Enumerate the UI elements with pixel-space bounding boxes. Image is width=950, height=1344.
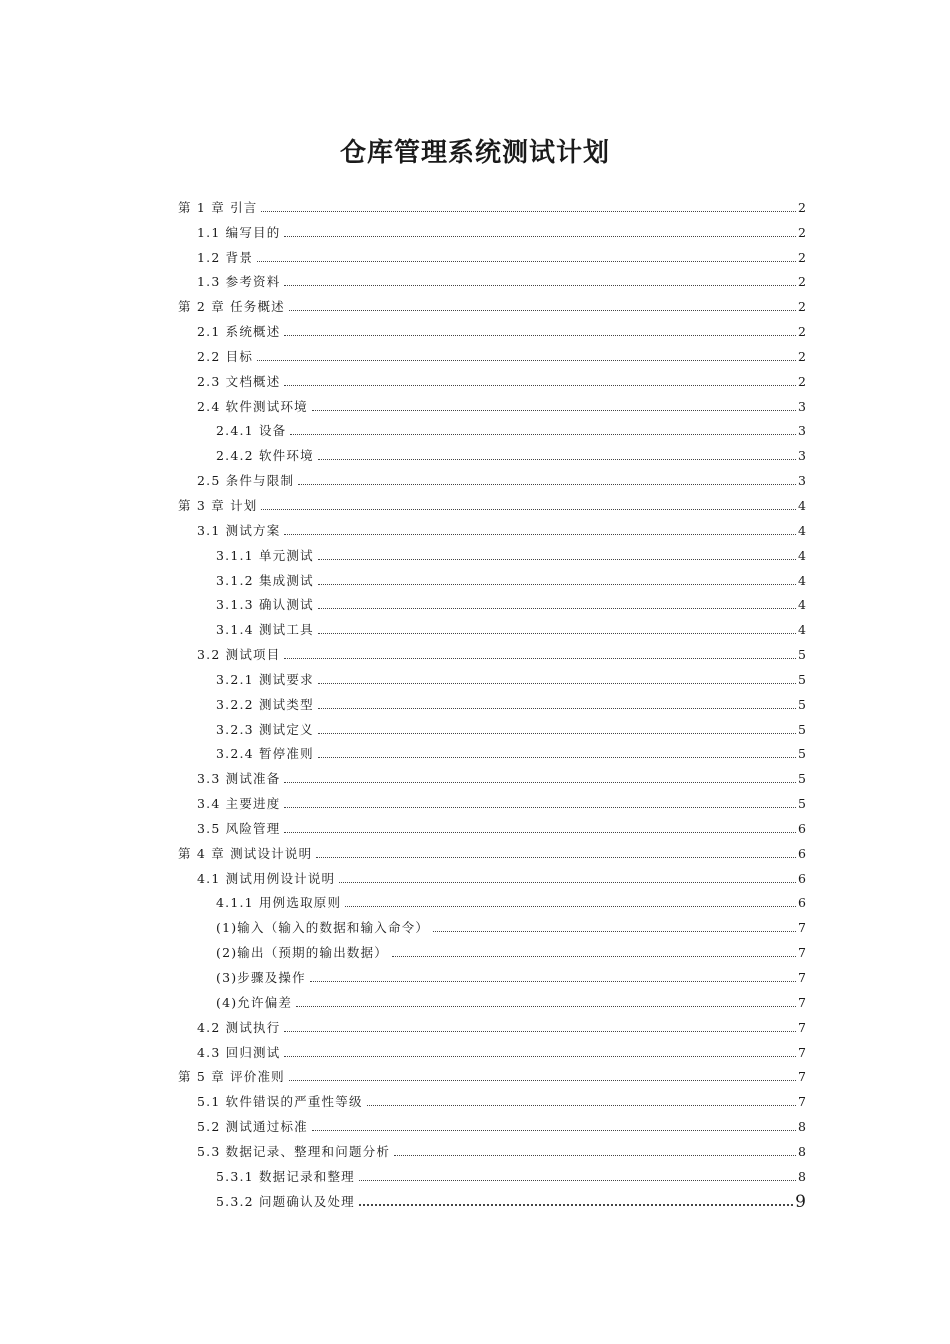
toc-entry[interactable]	[178, 366, 806, 391]
toc-entry-page-number: 3	[798, 423, 806, 439]
toc-entry-label: 2.1 系统概述	[197, 324, 281, 340]
toc-dot-leader	[318, 633, 796, 634]
toc-dot-leader	[318, 608, 796, 609]
toc-dot-leader	[318, 733, 796, 734]
toc-entry[interactable]	[178, 267, 806, 292]
toc-entry-label: 2.3 文档概述	[197, 373, 281, 389]
toc-entry-page-number: 2	[798, 224, 806, 240]
toc-entry-label: 5.1 软件错误的严重性等级	[197, 1094, 363, 1110]
toc-entry[interactable]	[178, 1012, 806, 1037]
toc-entry[interactable]	[178, 391, 806, 416]
toc-dot-leader	[284, 782, 796, 783]
toc-dot-leader	[316, 857, 796, 858]
toc-dot-leader	[261, 509, 796, 510]
toc-entry-label: 2.5 条件与限制	[197, 473, 295, 489]
toc-entry[interactable]	[178, 490, 806, 515]
toc-dot-leader	[284, 1031, 796, 1032]
toc-dot-leader	[339, 882, 796, 883]
toc-entry[interactable]	[178, 540, 806, 565]
toc-entry[interactable]	[178, 763, 806, 788]
toc-dot-leader	[312, 410, 796, 411]
toc-dot-leader	[298, 484, 796, 485]
toc-entry-label: 3.1.3 确认测试	[216, 597, 314, 613]
toc-entry-label: 3.1.4 测试工具	[216, 622, 314, 638]
toc-entry-label: 2.4 软件测试环境	[197, 398, 308, 414]
toc-entry[interactable]	[178, 863, 806, 888]
toc-entry-page-number: 8	[798, 1119, 806, 1135]
toc-entry-page-number: 4	[798, 572, 806, 588]
toc-entry[interactable]	[178, 739, 806, 764]
toc-entry[interactable]	[178, 1186, 806, 1211]
toc-entry[interactable]	[178, 813, 806, 838]
toc-entry-page-number: 5	[798, 796, 806, 812]
toc-entry[interactable]	[178, 1086, 806, 1111]
toc-entry-label: 3.2.3 测试定义	[216, 721, 314, 737]
toc-entry-page-number: 4	[798, 522, 806, 538]
toc-dot-leader	[318, 757, 796, 758]
toc-entry-page-number: 2	[798, 249, 806, 265]
toc-entry-page-number: 7	[798, 1019, 806, 1035]
toc-entry-page-number: 3	[798, 473, 806, 489]
toc-entry-page-number: 8	[798, 1168, 806, 1184]
toc-entry-page-number: 2	[798, 199, 806, 215]
toc-entry[interactable]	[178, 962, 806, 987]
toc-dot-leader	[261, 211, 796, 212]
toc-entry-page-number: 6	[798, 870, 806, 886]
toc-dot-leader	[394, 1155, 796, 1156]
toc-dot-leader	[284, 832, 796, 833]
toc-dot-leader	[284, 658, 796, 659]
toc-entry-page-number: 5	[798, 721, 806, 737]
toc-entry[interactable]	[178, 1136, 806, 1161]
toc-entry-page-number: 3	[798, 448, 806, 464]
toc-entry-page-number: 2	[798, 324, 806, 340]
toc-entry-page-number: 4	[798, 597, 806, 613]
toc-entry[interactable]	[178, 1111, 806, 1136]
toc-dot-leader	[359, 1180, 796, 1181]
toc-entry[interactable]	[178, 788, 806, 813]
toc-entry-page-number: 6	[798, 895, 806, 911]
toc-entry-page-number: 5	[798, 647, 806, 663]
toc-dot-leader	[296, 1006, 796, 1007]
toc-entry-label: 3.5 风险管理	[197, 820, 281, 836]
toc-entry[interactable]	[178, 689, 806, 714]
toc-entry-page-number: 7	[798, 970, 806, 985]
toc-entry-page-number: 7	[798, 920, 806, 936]
toc-entry[interactable]	[178, 664, 806, 689]
toc-entry-label: 5.2 测试通过标准	[197, 1119, 308, 1135]
toc-dot-leader	[284, 1056, 796, 1057]
toc-entry-label: 第 2 章 任务概述	[178, 299, 285, 315]
toc-entry-page-number: 7	[798, 1044, 806, 1060]
toc-entry[interactable]	[178, 515, 806, 540]
toc-entry-page-number: 7	[798, 994, 806, 1010]
toc-entry[interactable]	[178, 639, 806, 664]
toc-entry-label: 3.2.1 测试要求	[216, 671, 314, 687]
toc-entry[interactable]	[178, 987, 806, 1012]
toc-dot-leader	[318, 584, 796, 585]
toc-entry[interactable]	[178, 291, 806, 316]
toc-entry[interactable]	[178, 838, 806, 863]
toc-entry[interactable]	[178, 888, 806, 913]
toc-entry-page-number: 3	[798, 398, 806, 414]
toc-entry-label: 5.3.1 数据记录和整理	[216, 1168, 355, 1184]
toc-entry[interactable]	[178, 1037, 806, 1062]
toc-entry-label: 3.2 测试项目	[197, 647, 281, 663]
toc-entry-page-number: 7	[798, 945, 806, 961]
toc-entry-label: 3.2.2 测试类型	[216, 696, 314, 712]
toc-entry-label: 3.1.2 集成测试	[216, 572, 314, 588]
toc-entry[interactable]	[178, 465, 806, 490]
toc-entry-label: (4)允许偏差	[216, 994, 293, 1010]
toc-entry-page-number: 7	[798, 1069, 806, 1085]
toc-entry-label: 4.2 测试执行	[197, 1019, 281, 1035]
toc-entry-label: 3.1.1 单元测试	[216, 547, 314, 563]
toc-entry-page-number: 2	[798, 348, 806, 364]
toc-dot-leader	[433, 931, 796, 932]
toc-dot-leader	[310, 981, 796, 982]
toc-entry-label: 4.3 回归测试	[197, 1044, 281, 1060]
toc-entry[interactable]	[178, 714, 806, 739]
toc-entry-page-number: 4	[798, 622, 806, 638]
toc-entry-label: 2.4.1 设备	[216, 423, 287, 439]
toc-dot-leader	[392, 956, 796, 957]
toc-entry-label: 4.1 测试用例设计说明	[197, 870, 336, 886]
toc-dot-leader	[289, 310, 796, 311]
toc-entry-label: 2.4.2 软件环境	[216, 448, 314, 464]
toc-entry-page-number: 7	[798, 1094, 806, 1110]
toc-dot-leader	[312, 1130, 796, 1131]
toc-entry[interactable]	[178, 316, 806, 341]
toc-entry[interactable]	[178, 565, 806, 590]
toc-entry-page-number: 5	[798, 771, 806, 787]
toc-entry[interactable]	[178, 242, 806, 267]
toc-entry-page-number: 5	[798, 671, 806, 687]
toc-dot-leader	[284, 385, 796, 386]
toc-dot-leader	[290, 434, 796, 435]
toc-entry-label: 1.2 背景	[197, 249, 254, 265]
toc-entry-label: 3.3 测试准备	[197, 771, 281, 787]
toc-dot-leader	[318, 459, 796, 460]
toc-entry-page-number: 2	[798, 373, 806, 389]
toc-entry-label: 1.3 参考资料	[197, 274, 281, 290]
toc-entry-label: 3.4 主要进度	[197, 796, 281, 812]
toc-entry-label: 5.3 数据记录、整理和问题分析	[197, 1143, 391, 1159]
toc-dot-leader	[257, 360, 796, 361]
toc-dot-leader	[257, 261, 796, 262]
toc-entry-page-number: 6	[798, 845, 806, 861]
toc-entry[interactable]	[178, 590, 806, 615]
toc-entry-label: 4.1.1 用例选取原则	[216, 895, 342, 911]
toc-dot-leader	[318, 559, 796, 560]
toc-entry-page-number: 4	[798, 547, 806, 563]
toc-dot-leader	[284, 236, 796, 237]
toc-entry[interactable]	[178, 217, 806, 242]
toc-entry-page-number: 4	[798, 497, 806, 513]
toc-entry-label: (2)输出（预期的输出数据）	[216, 945, 389, 961]
toc-entry-label: 第 4 章 测试设计说明	[178, 845, 313, 861]
toc-dot-leader	[367, 1105, 796, 1106]
toc-dot-leader	[284, 807, 796, 808]
toc-entry-label: 3.1 测试方案	[197, 522, 281, 538]
toc-entry-label: 第 3 章 计划	[178, 497, 258, 513]
document-title: 仓库管理系统测试计划	[339, 138, 610, 168]
toc-entry-page-number: 8	[798, 1143, 806, 1159]
toc-entry-label: 3.2.4 暂停准则	[216, 746, 314, 762]
toc-dot-leader	[284, 285, 796, 286]
toc-entry-page-number: 6	[798, 820, 806, 836]
toc-entry-label: (1)输入（输入的数据和输入命令）	[216, 920, 430, 936]
toc-dot-leader	[345, 906, 796, 907]
toc-dot-leader	[289, 1080, 796, 1081]
toc-entry-page-number: 5	[798, 746, 806, 762]
toc-entry[interactable]	[178, 416, 806, 441]
toc-entry-label: 第 5 章 评价准则	[178, 1069, 285, 1085]
toc-entry[interactable]	[178, 1161, 806, 1186]
toc-dot-leader	[284, 335, 796, 336]
toc-entry-page-number: 9	[795, 1191, 806, 1212]
toc-entry-label: 第 1 章 引言	[178, 199, 258, 215]
toc-entry[interactable]	[178, 192, 806, 217]
toc-entry-page-number: 2	[798, 299, 806, 315]
toc-entry-label: 2.2 目标	[197, 348, 254, 364]
toc-entry-label: 5.3.2 问题确认及处理	[216, 1193, 355, 1209]
toc-entry[interactable]	[178, 341, 806, 366]
toc-entry[interactable]	[178, 1062, 806, 1087]
toc-entry-label: 1.1 编写目的	[197, 224, 281, 240]
toc-entry[interactable]	[178, 937, 806, 962]
toc-entry[interactable]	[178, 440, 806, 465]
toc-entry[interactable]	[178, 912, 806, 937]
toc-entry-page-number: 2	[798, 274, 806, 290]
toc-entry-label: (3)步骤及操作	[216, 970, 306, 985]
table-of-contents	[178, 192, 806, 1211]
toc-dot-leader	[318, 708, 796, 709]
toc-dot-leader	[359, 1204, 793, 1206]
toc-dot-leader	[318, 683, 796, 684]
toc-entry[interactable]	[178, 614, 806, 639]
toc-dot-leader	[284, 534, 796, 535]
toc-entry-page-number: 5	[798, 696, 806, 712]
